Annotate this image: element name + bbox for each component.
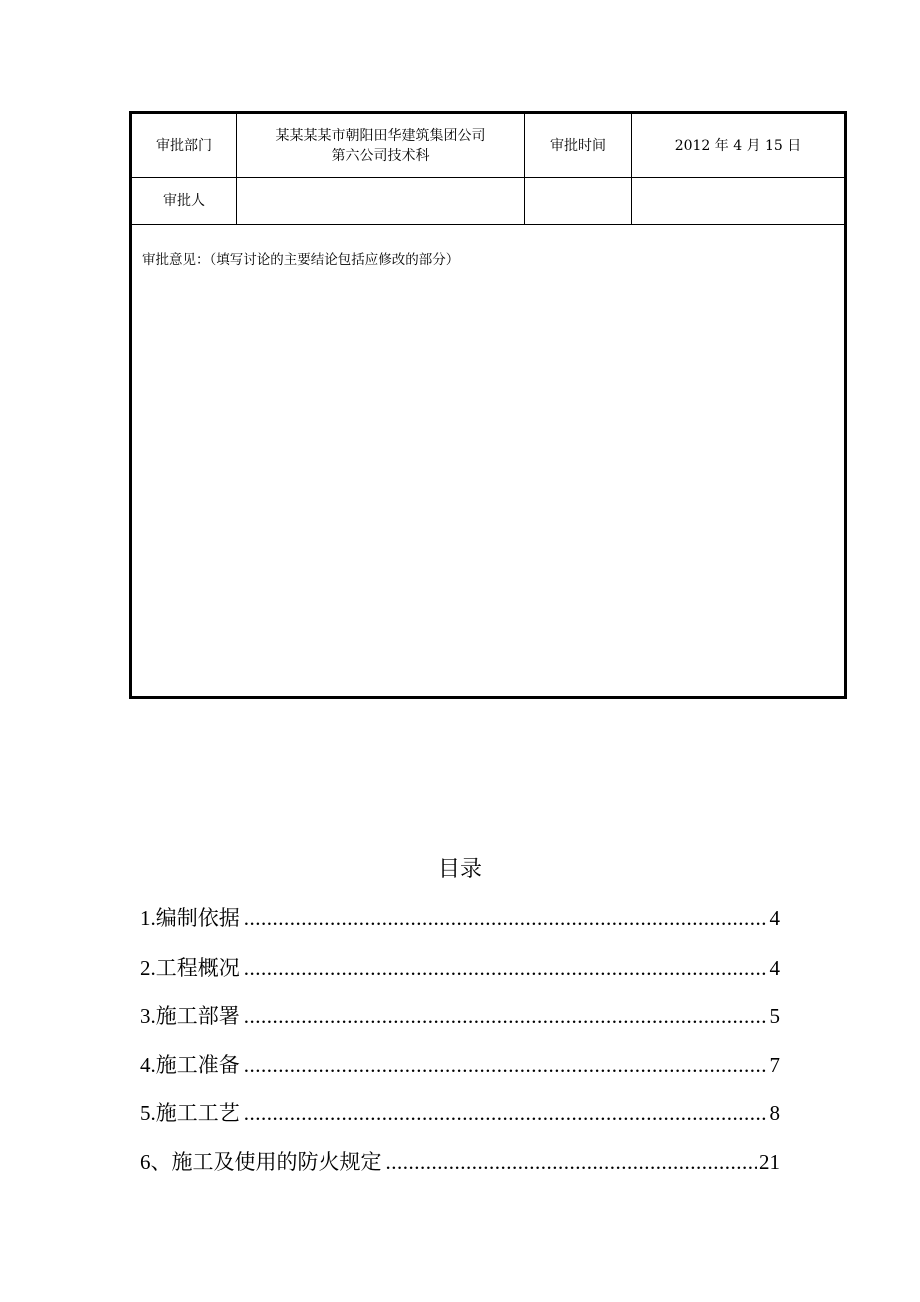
toc-leader-dots [244,1053,768,1078]
toc-item-page: 8 [769,1101,780,1125]
time-value [632,114,844,177]
toc-item[interactable] [140,902,780,932]
time-value-text: 2012 年 4 月 15 日 [674,137,802,154]
toc-leader-dots [244,956,768,981]
approver-value[interactable] [237,178,524,224]
toc-item[interactable] [140,1000,780,1030]
opinion-label: 审批意见：（填写讨论的主要结论包括应修改的部分） [142,252,460,268]
toc-item-page: 7 [769,1053,780,1077]
time-label [525,114,631,177]
toc-item[interactable] [140,1097,780,1127]
toc-leader-dots [244,1004,768,1029]
toc-item-page: 4 [769,956,780,980]
toc-item[interactable] [140,1049,780,1079]
toc-item-page: 5 [769,1004,780,1028]
toc-item[interactable] [140,1146,780,1176]
toc-item-page: 21 [759,1150,780,1174]
toc-item-label: 1.编制依据 [140,906,240,930]
toc-leader-dots [244,906,768,931]
approval-form [129,111,847,699]
approver-label [132,178,236,224]
toc-item-label: 6、施工及使用的防火规定 [140,1150,382,1174]
dept-value [237,114,524,177]
toc-item-label: 3.施工部署 [140,1004,240,1028]
toc-item-label: 2.工程概况 [140,956,240,980]
dept-label-text: 审批部门 [156,137,212,154]
dept-label [132,114,236,177]
dept-value-line1: 某某某某市朝阳田华建筑集团公司 [275,127,486,144]
extra-value[interactable] [632,178,844,224]
dept-value-line2: 第六公司技术科 [331,147,430,164]
toc-title: 目录 [437,857,482,882]
grid-line [132,224,844,225]
time-label-text: 审批时间 [550,137,606,154]
extra-label [525,178,631,224]
toc-item-label: 5.施工工艺 [140,1101,240,1125]
toc-item-label: 4.施工准备 [140,1053,240,1077]
toc-leader-dots [244,1101,768,1126]
toc-leader-dots [386,1150,758,1175]
approver-label-text: 审批人 [163,193,205,209]
toc-item[interactable] [140,952,780,982]
toc-item-page: 4 [769,906,780,930]
